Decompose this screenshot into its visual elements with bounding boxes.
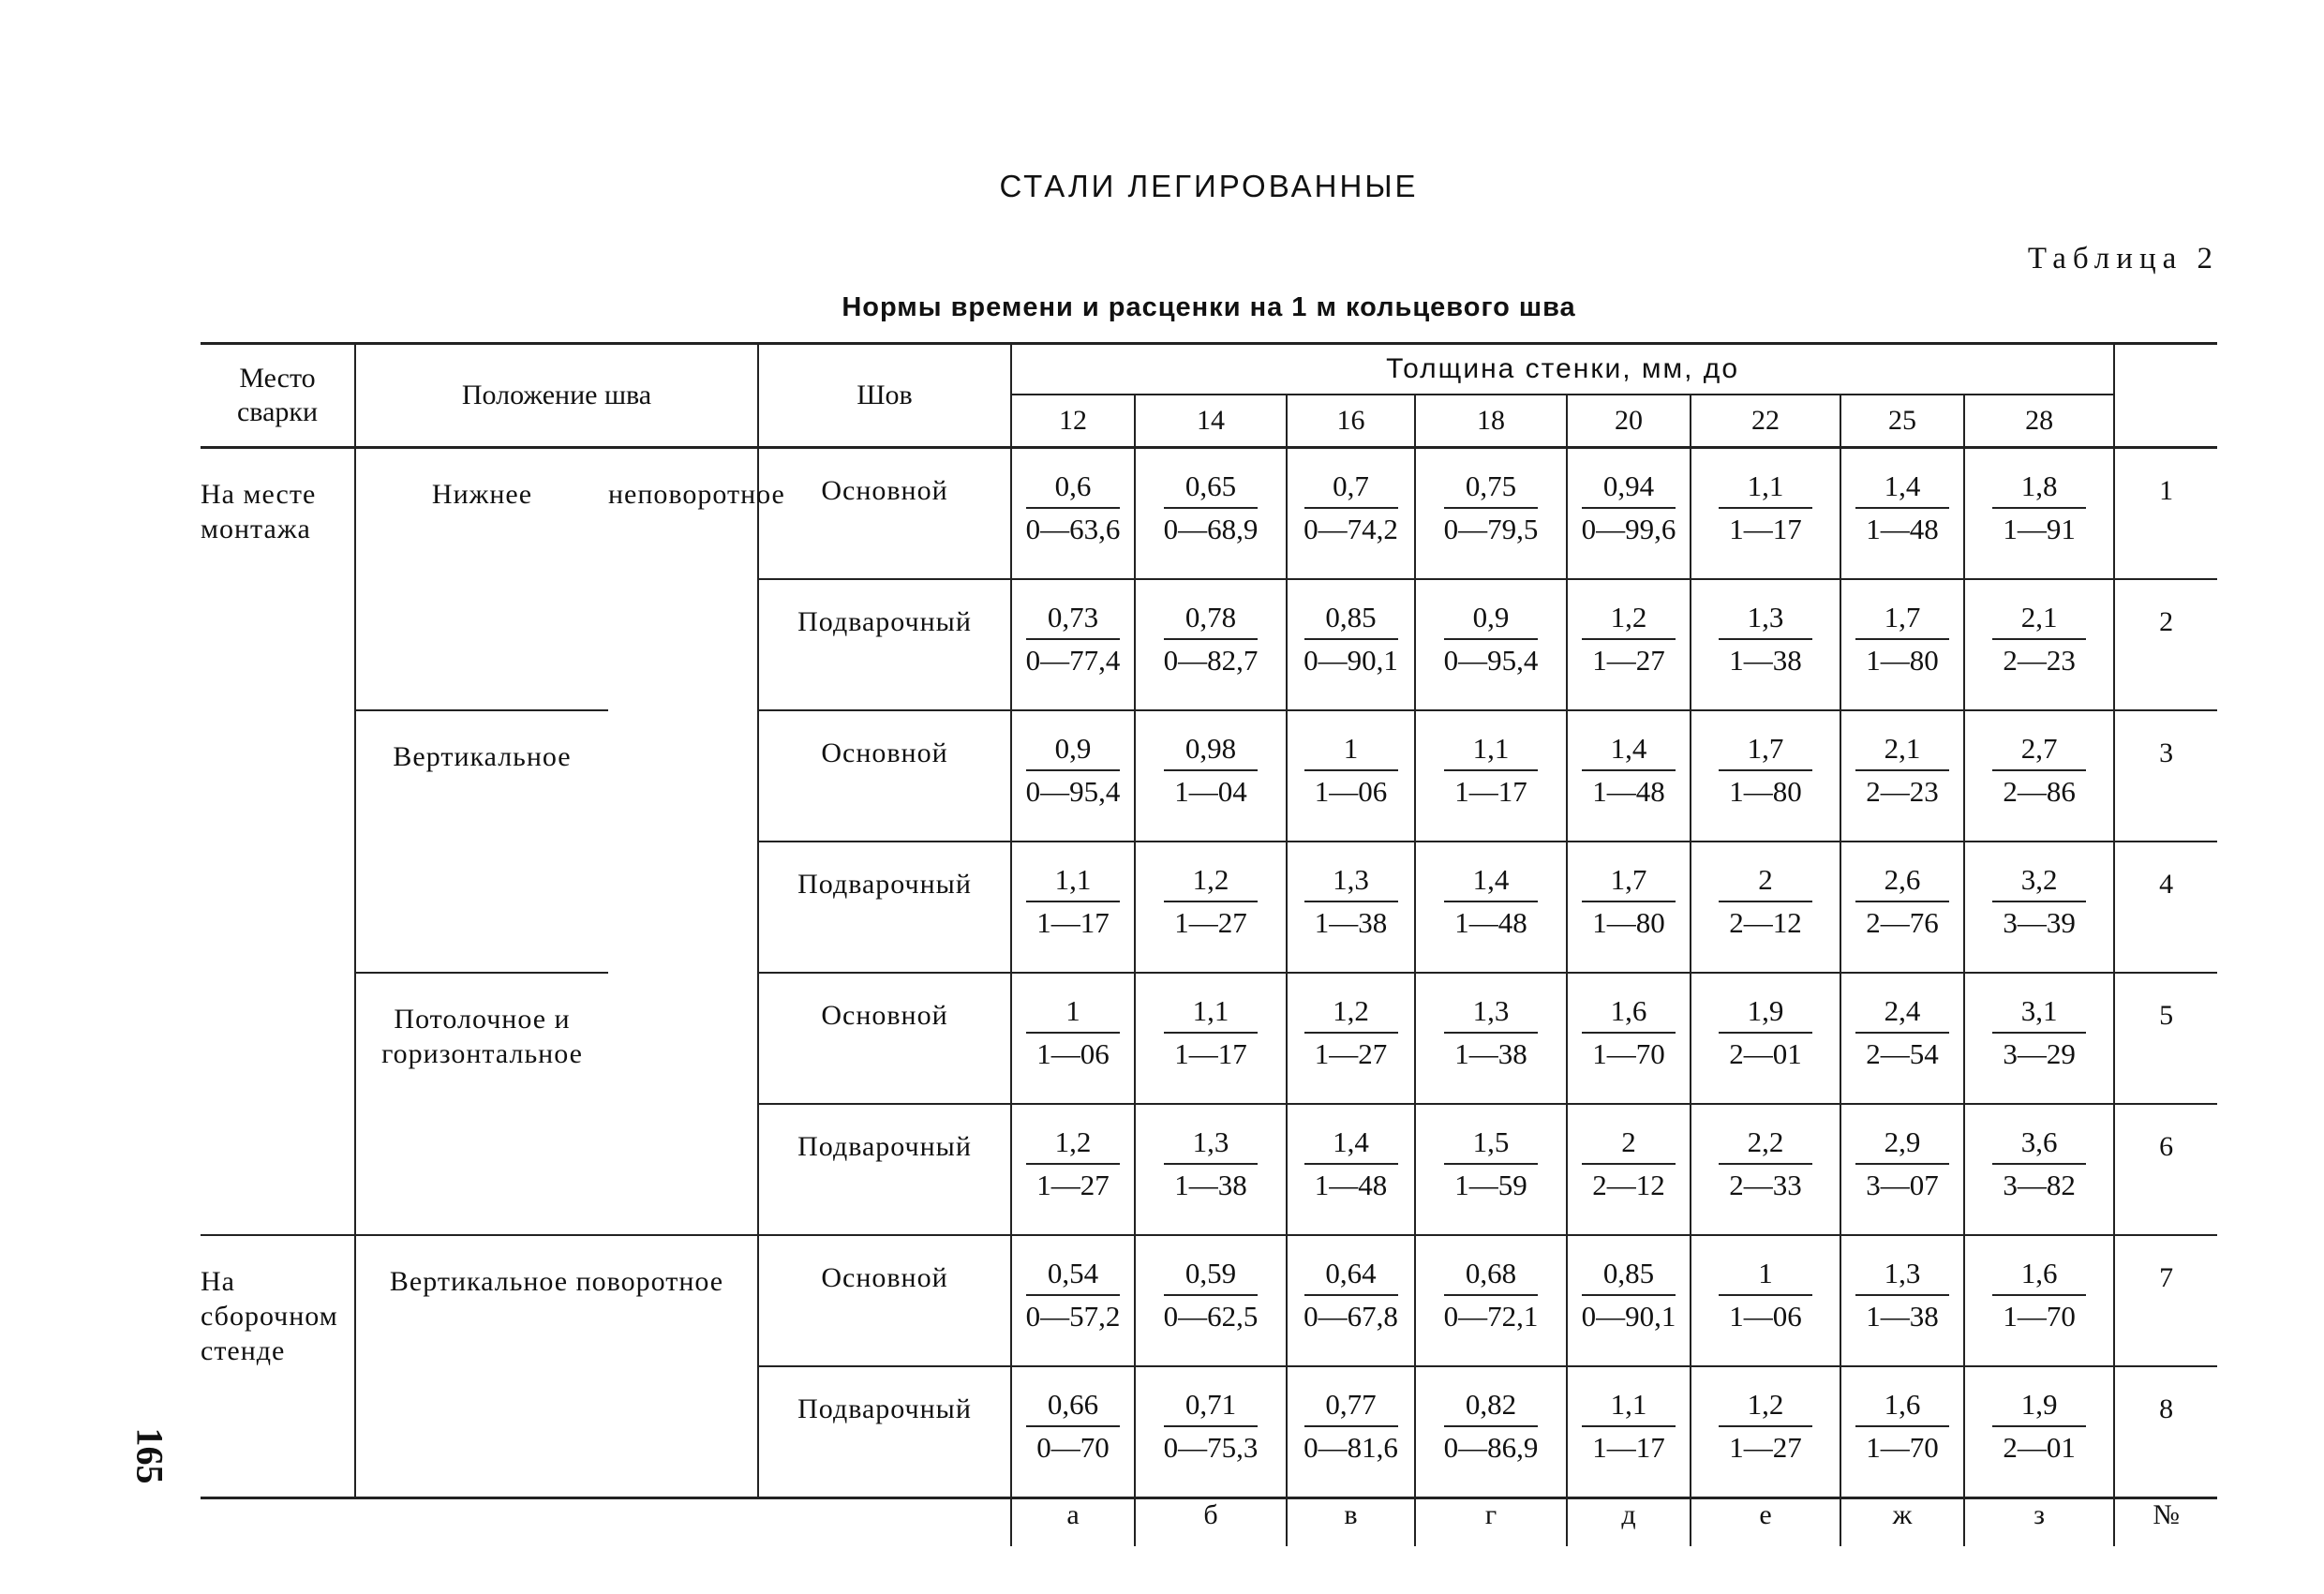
norm-cell (1567, 579, 1691, 710)
seam-type: Подварочный (758, 842, 1011, 973)
time-norm: 1,5 (1444, 1125, 1538, 1165)
seam-type: Подварочный (758, 1366, 1011, 1498)
norm-cell (1011, 1366, 1135, 1498)
norm-cell (1415, 448, 1567, 580)
rate: 1—27 (1174, 906, 1247, 939)
position-vertical-rotating: Вертикальное поворотное (355, 1235, 758, 1498)
norm-cell (1964, 579, 2114, 710)
norm-cell (1287, 973, 1415, 1104)
position-ceiling: Потолочное и горизонтальное (355, 973, 608, 1235)
norm-cell (1964, 710, 2114, 842)
table-row (201, 1235, 2217, 1366)
header-thickness-value: 22 (1691, 395, 1840, 448)
time-norm: 3,6 (1992, 1125, 2086, 1165)
time-norm: 1 (1304, 732, 1398, 771)
norm-cell (1964, 1235, 2114, 1366)
header-place: Место сварки (236, 363, 319, 427)
norm-cell (1011, 1104, 1135, 1235)
header-thickness-value: 20 (1567, 395, 1691, 448)
header-thickness-value: 14 (1135, 395, 1287, 448)
time-norm: 1,6 (1992, 1257, 2086, 1296)
column-letter: д (1567, 1498, 1691, 1547)
time-norm: 1,3 (1444, 994, 1538, 1034)
time-norm: 1,9 (1719, 994, 1812, 1034)
place-montage: На месте монтажа (201, 479, 317, 544)
column-letter: е (1691, 1498, 1840, 1547)
time-norm: 1,3 (1855, 1257, 1949, 1296)
rate: 1—80 (1729, 775, 1802, 808)
rate: 2—33 (1729, 1169, 1802, 1201)
rate: 3—39 (2003, 906, 2076, 939)
norm-cell (1840, 579, 1964, 710)
norm-cell (1964, 842, 2114, 973)
column-letter: г (1415, 1498, 1567, 1547)
norm-cell (1964, 1366, 2114, 1498)
rate: 1—17 (1729, 513, 1802, 545)
rate: 1—70 (2003, 1300, 2076, 1333)
norm-cell (1964, 1104, 2114, 1235)
norm-cell (1135, 1104, 1287, 1235)
norm-cell (1415, 710, 1567, 842)
rate: 0—95,4 (1025, 775, 1121, 808)
time-norm: 0,85 (1582, 1257, 1676, 1296)
rate: 2—86 (2003, 775, 2076, 808)
time-norm: 1,4 (1304, 1125, 1398, 1165)
rate: 1—70 (1866, 1431, 1939, 1464)
norm-cell (1567, 448, 1691, 580)
norm-cell (1691, 842, 1840, 973)
table-row (201, 448, 2217, 580)
row-number: 8 (2114, 1366, 2217, 1498)
rate: 1—80 (1866, 644, 1939, 677)
rate: 1—48 (1592, 775, 1665, 808)
time-norm: 1,3 (1719, 601, 1812, 640)
rate: 3—29 (2003, 1037, 2076, 1070)
time-norm: 0,9 (1026, 732, 1120, 771)
rate: 1—70 (1592, 1037, 1665, 1070)
time-norm: 0,71 (1164, 1388, 1258, 1427)
time-norm: 1,3 (1304, 863, 1398, 902)
time-norm: 1,7 (1719, 732, 1812, 771)
rate: 1—38 (1314, 906, 1388, 939)
norm-cell (1964, 448, 2114, 580)
norm-cell (1415, 1104, 1567, 1235)
time-norm: 1,1 (1582, 1388, 1676, 1427)
row-number: 2 (2114, 579, 2217, 710)
norm-cell (1567, 1366, 1691, 1498)
norm-cell (1135, 448, 1287, 580)
rate: 1—06 (1314, 775, 1388, 808)
rate: 0—68,9 (1163, 513, 1259, 545)
norm-cell (1567, 710, 1691, 842)
rate: 1—38 (1174, 1169, 1247, 1201)
table-label: Таблица 2 (2027, 242, 2219, 276)
norm-cell (1691, 710, 1840, 842)
footer-blank (201, 1498, 1011, 1547)
norm-cell (1011, 973, 1135, 1104)
rate: 1—91 (2003, 513, 2076, 545)
header-seam: Шов (758, 344, 1011, 448)
rate: 0—86,9 (1443, 1431, 1539, 1464)
seam-type: Основной (758, 710, 1011, 842)
row-number: 6 (2114, 1104, 2217, 1235)
time-norm: 0,65 (1164, 469, 1258, 509)
header-thickness-value: 18 (1415, 395, 1567, 448)
rate: 1—17 (1174, 1037, 1247, 1070)
time-norm: 1,2 (1164, 863, 1258, 902)
rate: 2—12 (1592, 1169, 1665, 1201)
time-norm: 1,2 (1026, 1125, 1120, 1165)
rate: 0—77,4 (1025, 644, 1121, 677)
time-norm: 1 (1719, 1257, 1812, 1296)
norm-cell (1011, 1235, 1135, 1366)
norm-cell (1415, 1366, 1567, 1498)
time-norm: 2,4 (1855, 994, 1949, 1034)
time-norm: 1,7 (1582, 863, 1676, 902)
rate: 2—76 (1866, 906, 1939, 939)
seam-type: Подварочный (758, 579, 1011, 710)
norm-cell (1691, 1104, 1840, 1235)
time-norm: 2,1 (1855, 732, 1949, 771)
table-caption: Нормы времени и расценки на 1 м кольцевого шва (842, 292, 1576, 322)
norm-cell (1691, 579, 1840, 710)
position-vertical: Вертикальное (355, 710, 608, 973)
rate: 1—06 (1036, 1037, 1110, 1070)
norm-cell (1287, 842, 1415, 973)
norm-cell (1415, 973, 1567, 1104)
norm-cell (1691, 973, 1840, 1104)
time-norm: 2 (1719, 863, 1812, 902)
time-norm: 0,77 (1304, 1388, 1398, 1427)
time-norm: 0,98 (1164, 732, 1258, 771)
norm-cell (1135, 973, 1287, 1104)
time-norm: 3,1 (1992, 994, 2086, 1034)
norm-cell (1011, 579, 1135, 710)
norm-cell (1287, 710, 1415, 842)
position-lower: Нижнее (355, 448, 608, 711)
norm-cell (1287, 1366, 1415, 1498)
column-letter: з (1964, 1498, 2114, 1547)
rate: 2—54 (1866, 1037, 1939, 1070)
rate: 1—48 (1454, 906, 1527, 939)
time-norm: 0,78 (1164, 601, 1258, 640)
header-thickness-value: 25 (1840, 395, 1964, 448)
time-norm: 3,2 (1992, 863, 2086, 902)
norm-cell (1011, 448, 1135, 580)
time-norm: 0,85 (1304, 601, 1398, 640)
time-norm: 1,4 (1444, 863, 1538, 902)
rate: 1—38 (1866, 1300, 1939, 1333)
rate: 0—79,5 (1443, 513, 1539, 545)
norm-cell (1567, 1104, 1691, 1235)
norm-cell (1840, 1104, 1964, 1235)
norm-cell (1567, 842, 1691, 973)
rate: 1—80 (1592, 906, 1665, 939)
rate: 2—23 (1866, 775, 1939, 808)
rate: 1—06 (1729, 1300, 1802, 1333)
norm-cell (1135, 1366, 1287, 1498)
seam-type: Основной (758, 1235, 1011, 1366)
norm-cell (1840, 710, 1964, 842)
time-norm: 1,1 (1164, 994, 1258, 1034)
time-norm: 0,82 (1444, 1388, 1538, 1427)
norm-cell (1840, 973, 1964, 1104)
time-norm: 1,8 (1992, 469, 2086, 509)
header-thickness-value: 16 (1287, 395, 1415, 448)
rate: 1—27 (1592, 644, 1665, 677)
norm-cell (1135, 710, 1287, 842)
norm-cell (1840, 1235, 1964, 1366)
norm-cell (1415, 579, 1567, 710)
rate: 2—01 (1729, 1037, 1802, 1070)
norm-cell (1567, 1235, 1691, 1366)
rate: 0—62,5 (1163, 1300, 1259, 1333)
rate: 2—01 (2003, 1431, 2076, 1464)
time-norm: 0,54 (1026, 1257, 1120, 1296)
header-number-column (2114, 344, 2217, 448)
time-norm: 1,9 (1992, 1388, 2086, 1427)
seam-type: Основной (758, 973, 1011, 1104)
rate: 2—12 (1729, 906, 1802, 939)
rate: 0—63,6 (1025, 513, 1121, 545)
row-number: 4 (2114, 842, 2217, 973)
rate: 1—38 (1729, 644, 1802, 677)
column-letter: б (1135, 1498, 1287, 1547)
norm-cell (1287, 1104, 1415, 1235)
time-norm: 0,66 (1026, 1388, 1120, 1427)
rate: 0—90,1 (1304, 644, 1398, 677)
time-norm: 0,68 (1444, 1257, 1538, 1296)
time-norm: 2,6 (1855, 863, 1949, 902)
time-norm: 2,2 (1719, 1125, 1812, 1165)
rate: 0—81,6 (1304, 1431, 1398, 1464)
rate: 1—48 (1314, 1169, 1388, 1201)
norm-cell (1287, 448, 1415, 580)
norm-cell (1691, 448, 1840, 580)
time-norm: 1,4 (1582, 732, 1676, 771)
rate: 3—82 (2003, 1169, 2076, 1201)
rate: 0—74,2 (1304, 513, 1398, 545)
norm-cell (1011, 710, 1135, 842)
rate: 0—67,8 (1304, 1300, 1398, 1333)
time-norm: 2,7 (1992, 732, 2086, 771)
time-norm: 0,7 (1304, 469, 1398, 509)
table-row (201, 973, 2217, 1104)
norm-cell (1840, 1366, 1964, 1498)
row-number: 1 (2114, 448, 2217, 580)
column-letters-row (201, 1498, 2217, 1547)
rate: 1—27 (1729, 1431, 1802, 1464)
page-number: 165 (128, 1427, 171, 1484)
rate: 0—72,1 (1443, 1300, 1539, 1333)
norm-cell (1135, 842, 1287, 973)
norm-cell (1135, 579, 1287, 710)
norm-cell (1135, 1235, 1287, 1366)
rate: 1—48 (1866, 513, 1939, 545)
norm-cell (1287, 579, 1415, 710)
time-norm: 1,3 (1164, 1125, 1258, 1165)
rate: 0—99,6 (1581, 513, 1676, 545)
time-norm: 1,6 (1855, 1388, 1949, 1427)
rate: 1—17 (1036, 906, 1110, 939)
time-norm: 1,1 (1719, 469, 1812, 509)
time-norm: 1,7 (1855, 601, 1949, 640)
place-stand: На сборочном стенде (201, 1235, 355, 1498)
time-norm: 1,2 (1719, 1388, 1812, 1427)
time-norm: 1 (1026, 994, 1120, 1034)
time-norm: 0,73 (1026, 601, 1120, 640)
norm-cell (1415, 842, 1567, 973)
rate: 0—75,3 (1163, 1431, 1259, 1464)
time-norm: 0,75 (1444, 469, 1538, 509)
rate: 1—38 (1454, 1037, 1527, 1070)
time-norm: 0,64 (1304, 1257, 1398, 1296)
time-norm: 1,6 (1582, 994, 1676, 1034)
seam-type: Основной (758, 448, 1011, 580)
rate: 0—57,2 (1025, 1300, 1121, 1333)
rate: 1—59 (1454, 1169, 1527, 1201)
norm-cell (1964, 973, 2114, 1104)
norm-cell (1691, 1235, 1840, 1366)
number-label: № (2114, 1498, 2217, 1547)
rate: 1—27 (1036, 1169, 1110, 1201)
norm-cell (1691, 1366, 1840, 1498)
rate: 3—07 (1866, 1169, 1939, 1201)
rate: 0—95,4 (1443, 644, 1539, 677)
norm-cell (1011, 842, 1135, 973)
column-letter: а (1011, 1498, 1135, 1547)
time-norm: 1,1 (1444, 732, 1538, 771)
norm-cell (1567, 973, 1691, 1104)
rate: 1—17 (1454, 775, 1527, 808)
time-norm: 2,1 (1992, 601, 2086, 640)
rate: 1—27 (1314, 1037, 1388, 1070)
rate: 2—23 (2003, 644, 2076, 677)
time-norm: 1,1 (1026, 863, 1120, 902)
header-thickness-value: 28 (1964, 395, 2114, 448)
header-thickness: Толщина стенки, мм, до (1011, 344, 2114, 395)
rate: 1—04 (1174, 775, 1247, 808)
position-nonrotating: неповоротное (608, 479, 785, 510)
norm-cell (1840, 448, 1964, 580)
seam-type: Подварочный (758, 1104, 1011, 1235)
time-norm: 0,94 (1582, 469, 1676, 509)
norm-cell (1415, 1235, 1567, 1366)
rate: 0—70 (1036, 1431, 1110, 1464)
section-title: СТАЛИ ЛЕГИРОВАННЫЕ (999, 169, 1419, 203)
rate: 0—90,1 (1581, 1300, 1676, 1333)
time-norm: 1,2 (1304, 994, 1398, 1034)
time-norm: 0,6 (1026, 469, 1120, 509)
rate: 0—82,7 (1163, 644, 1259, 677)
time-norm: 2,9 (1855, 1125, 1949, 1165)
rate: 1—17 (1592, 1431, 1665, 1464)
row-number: 3 (2114, 710, 2217, 842)
norm-cell (1840, 842, 1964, 973)
row-number: 7 (2114, 1235, 2217, 1366)
time-norm: 1,2 (1582, 601, 1676, 640)
time-norm: 1,4 (1855, 469, 1949, 509)
norm-cell (1287, 1235, 1415, 1366)
time-norm: 2 (1582, 1125, 1676, 1165)
column-letter: ж (1840, 1498, 1964, 1547)
column-letter: в (1287, 1498, 1415, 1547)
norms-table (201, 342, 2217, 1546)
table-row (201, 710, 2217, 842)
time-norm: 0,9 (1444, 601, 1538, 640)
time-norm: 0,59 (1164, 1257, 1258, 1296)
row-number: 5 (2114, 973, 2217, 1104)
header-position: Положение шва (355, 344, 758, 448)
header-thickness-value: 12 (1011, 395, 1135, 448)
